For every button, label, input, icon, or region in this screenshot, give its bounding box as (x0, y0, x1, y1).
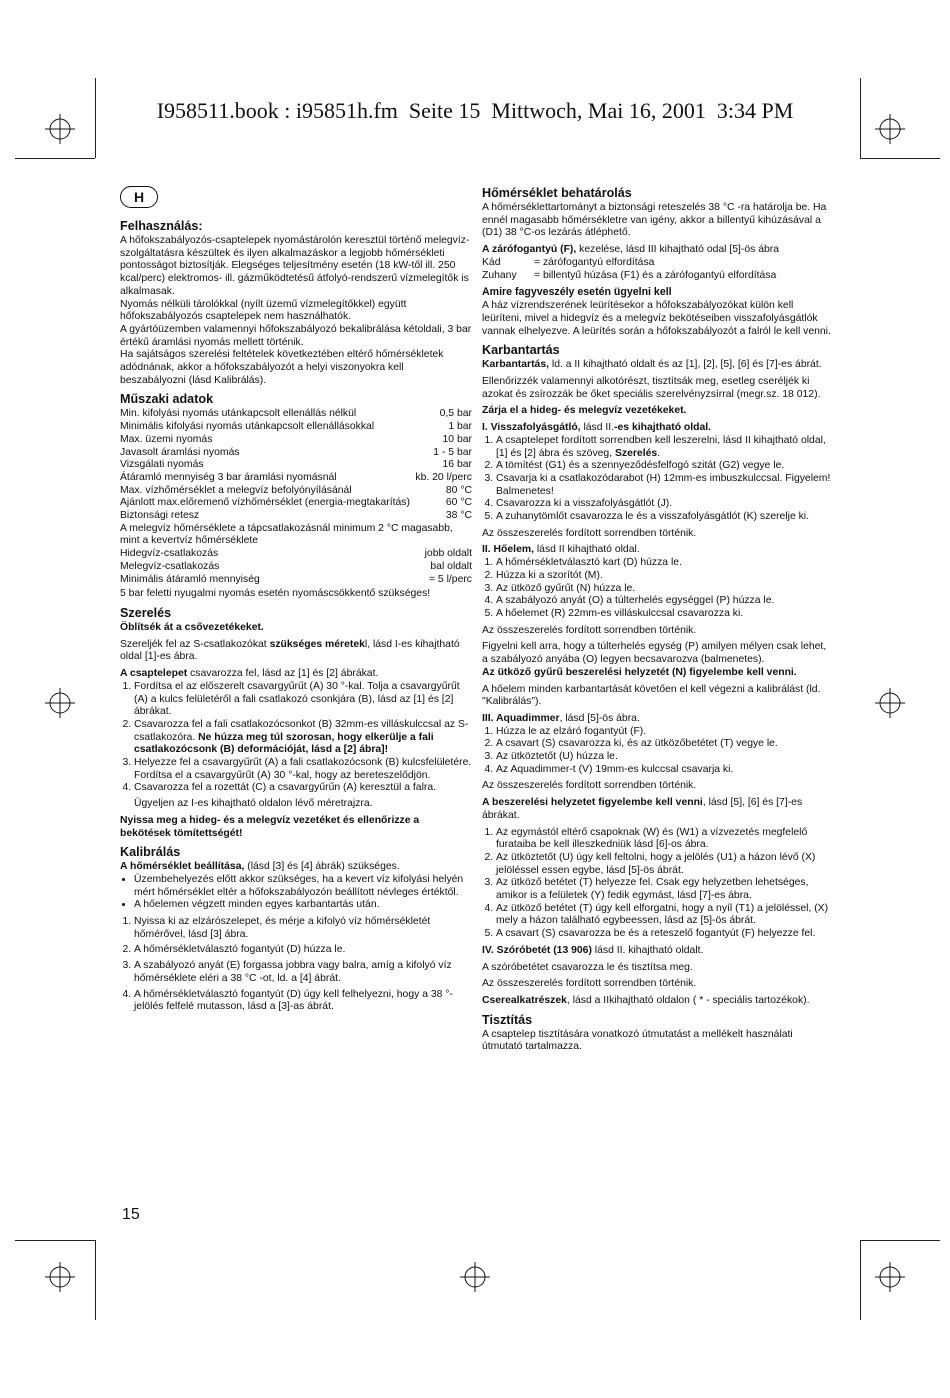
list-item: 1. Az egymástól eltérő csapoknak (W) és (W1) a vízvezetés megfelelő furataiba be kell illeszkedniük lásd [6]-os ábra. (496, 827, 834, 852)
key-value-row: Kád = zárófogantyú elfordítása (482, 256, 655, 268)
list-item: 3. Helyezze fel a csavargyűrűt (A) a fali csatlakozócsonk (B) kulcsfelületére. Fordítsa el a csavargyűrűt (A) 30 °-kal, hogy az bereteszelődjön. (134, 757, 472, 782)
numbered-list (482, 726, 834, 777)
paragraph: III. Aquadimmer, lásd [5]-ös ábra. (482, 712, 640, 724)
list-item: 1. A csaptelepet fordított sorrendben kell leszerelni, lásd II kihajtható oldal, [1] és [2] ábra és szöveg, Szerelés. (496, 435, 834, 460)
list-item: 5. A csavart (S) csavarozza be és a reteszelő fogantyút (F) helyezze fel. (496, 928, 834, 941)
list-item: 3. A szabályozó anyát (E) forgassa jobbra vagy balra, amíg a kifolyó víz hőmérséklete eléri a 38 °C -ot, ld. a [4] ábrát. (134, 960, 472, 985)
paragraph: Ellenőrizzék valamennyi alkotórészt, tisztítsák meg, esetleg cseréljék ki azokat és zsírozzák be őket speciális szerelvényzsírral (megr.sz. 18 012). (482, 376, 821, 400)
paragraph: A zárófogantyú (F), kezelése, lásd III kihajtható odal [5]-ös ábra (482, 244, 780, 256)
paragraph: Karbantartás, ld. a II kihajtható oldalt és az [1], [2], [5], [6] és [7]-es ábrát. (482, 359, 822, 371)
list-item: 4. A hőmérsékletválasztó fogantyút (D) úgy kell felhelyezni, hogy a 38 °-jelölés felfelé mutasson, lásd a [3]-as ábrát. (134, 989, 472, 1014)
key-value-row: Zuhany = billentyű húzása (F1) és a zárófogantyú elfordítása (482, 269, 777, 281)
list-item: 3. Az ütköztetőt (U) húzza le. (496, 751, 834, 764)
section-title: Kalibrálás (120, 845, 181, 860)
list-item: • Üzembehelyezés előtt akkor szükséges, ha a kevert víz kifolyási helyén mért hőmérséklet eltér a hőfokszabályozón beállított névleges értéktől. (134, 874, 472, 899)
section-title: Tisztítás (482, 1012, 533, 1027)
paragraph: Az összeszerelés fordított sorrendben történik. (482, 527, 697, 539)
numbered-list (482, 827, 834, 941)
paragraph: Az összeszerelés fordított sorrendben történik. (482, 780, 697, 792)
list-item: 3. Csavarja ki a csatlakozódarabot (H) 12mm-es imbuszkulccsal. Figyelem! Balmenetes! (496, 473, 834, 498)
paragraph: A szóróbetétet csavarozza le és tisztítsa meg. (482, 961, 693, 973)
registration-mark-icon (875, 688, 905, 718)
spec-note: A melegvíz hőmérséklete a tápcsatlakozásnál minimum 2 °C magasabb, mint a kevertvíz hőmérséklete (120, 522, 453, 547)
crop-mark (15, 1240, 95, 1241)
paragraph: Az ütköző gyűrű beszerelési helyzetét (N) figyelembe kell venni. (482, 666, 797, 678)
paragraph: Öblítsék át a csővezetékeket. (120, 621, 264, 633)
spec-row: Hidegvíz-csatlakozás jobb oldalt (120, 548, 472, 560)
section-title: Hőmérséklet behatárolás (482, 186, 632, 200)
paragraph: Ha sajátságos szerelési feltételek következtében eltérő hőmérsékletek adódnának, akkor a hőfokszabályozót a helyi viszonyokra kell beszabályozni (lásd Kalibrálás). (120, 349, 444, 386)
spec-row: Javasolt áramlási nyomás 1 - 5 bar (120, 446, 472, 458)
list-item: 2. Az ütköztetőt (U) úgy kell feltolni, hogy a jelölés (U1) a házon lévő (X) jelöléssel essen egybe, lásd [5]-ös ábrát. (496, 852, 834, 877)
spec-row: Minimális kifolyási nyomás utánkapcsolt ellenállásokkal 1 bar (120, 421, 472, 433)
list-item: 3. Az ütköző betétet (T) helyezze fel. Csak egy helyzetben lehetséges, amikor is a felületek (Y) fedik egymást, lásd [7]-es ábra. (496, 877, 834, 902)
section-title: Felhasználás: (120, 219, 203, 233)
numbered-list (482, 557, 834, 621)
list-item: 2. A csavart (S) csavarozza ki, és az ütközőbetétet (T) vegye le. (496, 738, 834, 751)
paragraph: A beszerelési helyzetet figyelembe kell venni, lásd [5], [6] és [7]-es ábrákat. (482, 797, 803, 821)
registration-mark-icon (45, 688, 75, 718)
section-title: Műszaki adatok (120, 392, 214, 407)
paragraph: A hőmérséklettartományt a biztonsági reteszelés 38 °C -ra határolja be. Ha ennél magasabb hőmérsékletre van igény, akkor a billentyű kihúzásával a (D1) 38 °C-os lezárás átléphető. (482, 202, 827, 239)
list-item: 5. A zuhanytömlőt csavarozza le és a visszafolyásgátlót (K) szerelje ki. (496, 511, 834, 524)
list-item: 1. A hőmérsékletválasztó kart (D) húzza le. (496, 557, 834, 570)
list-item: 2. A tömítést (G1) és a szennyeződésfelfogó szitát (G2) vegye le. (496, 460, 834, 473)
paragraph: A ház vízrendszerének leürítésekor a hőfokszabályozókat külön kell leüríteni, mivel a hidegvíz és a melegvíz bekötéseiben visszafolyásgátlók vannak elhelyezve. A leürítés során a hőfokszabályozót a falról le kell venni. (482, 300, 831, 337)
paragraph: IV. Szóróbetét (13 906) lásd II. kihajtható oldalt. (482, 944, 704, 956)
subsection-title: Amire fagyveszély esetén ügyelni kell (482, 286, 672, 299)
paragraph: A csaptelep tisztítására vonatkozó útmutatást a mellékelt használati útmutató tartalmazza. (482, 1028, 793, 1053)
list-item: • A hőelemen végzett minden egyes karbantartás után. (134, 899, 472, 912)
spec-row: Vizsgálati nyomás 16 bar (120, 459, 472, 471)
spec-row: Min. kifolyási nyomás utánkapcsolt ellenállás nélkül 0,5 bar (120, 408, 472, 420)
page-number: 15 (122, 1206, 140, 1223)
spec-row: Max. üzemi nyomás 10 bar (120, 433, 472, 445)
spec-row: Átáramló mennyiség 3 bar áramlási nyomásnál kb. 20 l/perc (120, 471, 472, 483)
numbered-list (482, 435, 834, 524)
left-column (120, 186, 472, 1018)
paragraph: Nyomás nélküli tárolókkal (nyílt üzemű vízmelegítőkkel) együtt hőfokszabályozós csaptelepek nem használhatók. (120, 298, 407, 323)
spec-row: Biztonsági retesz 38 °C (120, 510, 472, 522)
list-item: 1. Húzza le az elzáró fogantyút (F). (496, 726, 834, 739)
list-item: 1. Nyissa ki az elzárószelepet, és mérje a kifolyó víz hőmérsékletét hőmérővel, lásd [3] ábra. (134, 916, 472, 941)
spec-list (120, 408, 472, 586)
spec-row: Minimális átáramló mennyiség = 5 l/perc (120, 573, 472, 585)
print-header: I958511.book : i95851h.fm Seite 15 Mittwoch, Mai 16, 2001 3:34 PM (156, 98, 794, 123)
spec-row: Melegvíz-csatlakozás bal oldalt (120, 560, 472, 572)
language-badge: H (120, 186, 158, 208)
paragraph: Figyelni kell arra, hogy a túlterhelés egység (P) amilyen mélyen csak lehet, a szabályozó anyába (O) legyen becsavarozva (balmenetes). (482, 641, 827, 666)
numbered-list (120, 916, 472, 1014)
numbered-list (120, 681, 472, 811)
list-item: 5. A hőelemet (R) 22mm-es villáskulccsal csavarozza ki. (496, 608, 834, 621)
section-title: Karbantartás (482, 343, 560, 358)
registration-mark-icon (45, 1262, 75, 1292)
list-item: 4. Az ütköző betétet (T) úgy kell elforgatni, hogy a nyíl (T1) a jelöléssel, (X) mely a házon található egybeessen, lásd az [5]-ös ábrát. (496, 903, 834, 928)
list-item: 2. A hőmérsékletválasztó fogantyút (D) húzza le. (134, 944, 472, 957)
paragraph: Az összeszerelés fordított sorrendben történik. (482, 978, 697, 990)
paragraph: Az összeszerelés fordított sorrendben történik. (482, 624, 697, 636)
paragraph: Szereljék fel az S-csatlakozókat szükséges méretekl, lásd I-es kihajtható oldal [1]-es ábra. (120, 638, 460, 663)
list-item: 2. Csavarozza fel a fali csatlakozócsonkot (B) 32mm-es villáskulccsal az S-csatlakozóra. Ne húzza meg túl szorosan, hogy elkerülje a fali csatlakozócsonk (B) deformációját, lásd a [2] ábra]! (134, 719, 472, 757)
paragraph: Zárja el a hideg- és melegvíz vezetékeket. (482, 405, 687, 417)
list-item: 4. Csavarozza fel a rozettát (C) a csavargyűrűn (A) keresztül a falra. Ügyeljen az I-es kihajtható oldalon lévő méretrajzra. (134, 782, 472, 810)
paragraph: Nyissa meg a hideg- és a melegvíz vezetéket és ellenőrizze a bekötések tömítettségét! (120, 814, 420, 839)
registration-mark-icon (460, 1262, 490, 1292)
list-item: 2. Húzza ki a szorítót (M). (496, 570, 834, 583)
crop-mark (95, 1240, 96, 1320)
paragraph: Cserealkatrészek, lásd a IIkihajtható oldalon ( * - speciális tartozékok). (482, 994, 810, 1006)
list-item: 4. Az Aquadimmer-t (V) 19mm-es kulccsal csavarja ki. (496, 764, 834, 777)
right-column (482, 186, 834, 1058)
paragraph: A hőelem minden karbantartását követően el kell végezni a kalibrálást (ld. "Kalibrálás"). (482, 683, 821, 708)
registration-mark-icon (875, 1262, 905, 1292)
paragraph: II. Hőelem, lásd II kihajtható oldal. (482, 544, 640, 556)
list-item: 3. Az ütköző gyűrűt (N) húzza le. (496, 583, 834, 596)
list-item: 1. Fordítsa el az előszerelt csavargyűrűt (A) 30 °-kal. Tolja a csavargyűrűt (A) a kulcs felületéről a fali csatlakozó csonkjára (B), lásd az [1] és [2] ábrákat. (134, 681, 472, 719)
spec-row: Max. vízhőmérséklet a melegvíz befolyónyílásánál 80 °C (120, 484, 472, 496)
paragraph: A gyártóüzemben valamennyi hőfokszabályozó bekalibrálása kétoldali, 3 bar értékű áramlási nyomás mellett történik. (120, 323, 472, 348)
paragraph: A hőfokszabályozós-csaptelepek nyomástárolón keresztül történő melegvíz-szolgáltatásra készültek és ilyen alkalmazáskor a legjobb hőmérsékleti pontosságot biztosítják. Elegséges teljesítmény esetén (18 kW-től ill. 250 kcal/perc) elektromos- ill. gázműködtetésű átfolyó-rendszerű vízmelegítők is alkalmasak. (120, 235, 470, 297)
list-item: 4. Csavarozza ki a visszafolyásgátlót (J). (496, 498, 834, 511)
spec-note: 5 bar feletti nyugalmi nyomás esetén nyomáscsökkentő szükséges! (120, 588, 431, 600)
crop-mark (860, 158, 940, 159)
paragraph: I. Visszafolyásgátló, lásd II.-es kihajtható oldal. (482, 422, 712, 434)
paragraph: A csaptelepet csavarozza fel, lásd az [1] és [2] ábrákat. (120, 668, 379, 680)
crop-mark (860, 1240, 861, 1320)
paragraph: A hőmérséklet beállítása, (lásd [3] és [4] ábrák) szükséges. (120, 861, 400, 873)
bullet-list (120, 874, 472, 912)
crop-mark (15, 158, 95, 159)
section-title: Szerelés (120, 605, 172, 620)
list-item: 4. A szabályozó anyát (O) a túlterhelés egységgel (P) húzza le. (496, 595, 834, 608)
spec-row: Ajánlott max.előremenő vízhőmérséklet (energia-megtakarítás) 60 °C (120, 497, 472, 509)
crop-mark (860, 1240, 940, 1241)
